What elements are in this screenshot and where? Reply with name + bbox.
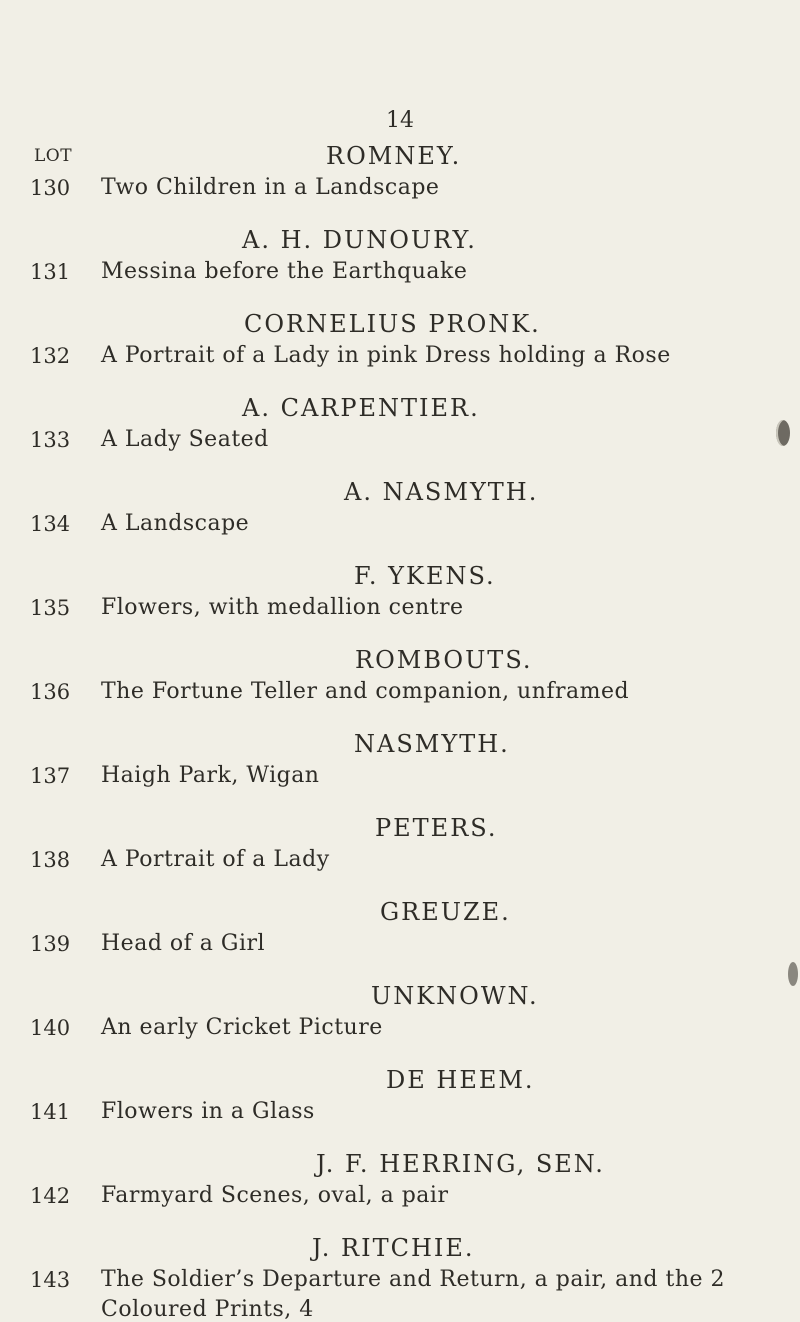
lot-artist: J. F. HERRING, SEN. [316, 1150, 605, 1178]
lot-artist: DE HEEM. [386, 1066, 535, 1094]
lot-title: A Landscape [101, 511, 250, 536]
lot-artist: J. RITCHIE. [312, 1234, 475, 1262]
lot-title: Messina before the Earthquake [101, 259, 468, 284]
lot-artist: ROMBOUTS. [355, 646, 533, 674]
lot-number: 141 [30, 1100, 71, 1124]
lot-title: Head of a Girl [101, 931, 266, 956]
lot-artist: NASMYTH. [354, 730, 510, 758]
lot-title-continuation: Coloured Prints, 4 [101, 1297, 314, 1322]
binding-hole-mark [788, 962, 798, 986]
lot-artist: PETERS. [375, 814, 498, 842]
lot-number: 137 [30, 764, 71, 788]
lot-number: 138 [30, 848, 71, 872]
lot-title: The Soldier’s Departure and Return, a pair, and the 2 [101, 1267, 725, 1292]
lot-title: Haigh Park, Wigan [101, 763, 320, 788]
lot-number: 139 [30, 932, 71, 956]
page-number: 14 [386, 108, 414, 133]
lot-artist: F. YKENS. [354, 562, 496, 590]
lot-title: Flowers, with medallion centre [101, 595, 464, 620]
lot-number: 140 [30, 1016, 71, 1040]
lot-column-header: LOT [34, 146, 73, 166]
lot-number: 136 [30, 680, 71, 704]
lot-number: 143 [30, 1268, 71, 1292]
lot-number: 142 [30, 1184, 71, 1208]
lot-title: Two Children in a Landscape [101, 175, 440, 200]
lot-number: 135 [30, 596, 71, 620]
lot-artist: CORNELIUS PRONK. [244, 310, 541, 338]
lot-title: A Portrait of a Lady [101, 847, 330, 872]
lot-number: 134 [30, 512, 71, 536]
lot-number: 133 [30, 428, 71, 452]
lot-artist: A. NASMYTH. [344, 478, 539, 506]
lot-title: The Fortune Teller and companion, unframed [101, 679, 630, 704]
lot-title: A Lady Seated [101, 427, 269, 452]
lot-number: 130 [30, 176, 71, 200]
lot-number: 132 [30, 344, 71, 368]
lot-artist: GREUZE. [380, 898, 511, 926]
lot-artist: A. H. DUNOURY. [242, 226, 477, 254]
lot-artist: A. CARPENTIER. [242, 394, 480, 422]
binding-hole-mark [776, 420, 790, 446]
lot-title: Flowers in a Glass [101, 1099, 315, 1124]
lot-number: 131 [30, 260, 71, 284]
lot-artist: ROMNEY. [326, 142, 462, 170]
lot-artist: UNKNOWN. [371, 982, 539, 1010]
lot-title: Farmyard Scenes, oval, a pair [101, 1183, 449, 1208]
lot-title: An early Cricket Picture [101, 1015, 383, 1040]
lot-title: A Portrait of a Lady in pink Dress holding a Rose [101, 343, 671, 368]
